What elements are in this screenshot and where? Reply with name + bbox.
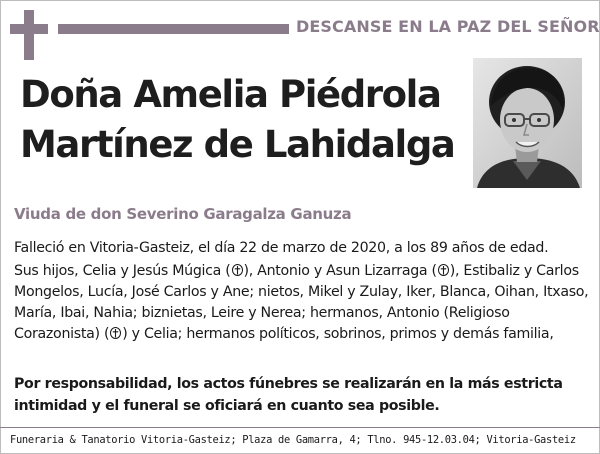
deceased-name-line1: Doña Amelia Piédrola xyxy=(20,73,441,116)
family-text-3: ), Estibaliz y Carlos Mongelos, Lucía, José Carlos y Ane; nietos, Mikel y Zulay, Iker, Blanca, Oihan, Itxaso, María, Ibai, Nahia; biznietas, Leire y Nerea; hermanos, Antonio (Religioso Corazonista) ( xyxy=(14,263,589,342)
header-rule xyxy=(58,24,289,34)
funeral-home-footer: Funeraria & Tanatorio Vitoria-Gasteiz; Plaza de Gamarra, 4; Tlno. 945-12.03.04; Vitoria-Gasteiz xyxy=(10,434,576,446)
widow-of-subtitle: Viuda de don Severino Garagalza Ganuza xyxy=(14,205,352,223)
deceased-name xyxy=(20,70,460,170)
family-text-4: ) y Celia; hermanos políticos, sobrinos, primos y demás familia, xyxy=(122,326,554,342)
cross-in-circle-icon xyxy=(438,264,449,276)
cross-in-circle-icon xyxy=(110,327,121,339)
cross-icon xyxy=(10,10,48,60)
funeral-notice: Por responsabilidad, los actos fúnebres se realizarán en la más estricta intimidad y el funeral se oficiará en cuanto sea posible. xyxy=(14,376,563,414)
footer-divider xyxy=(0,427,600,428)
family-text-1: Sus hijos, Celia y Jesús Múgica ( xyxy=(14,263,231,279)
cross-in-circle-icon xyxy=(232,264,243,276)
family-list xyxy=(14,261,594,345)
deceased-name-line2: Martínez de Lahidalga xyxy=(20,123,455,166)
death-notice: Falleció en Vitoria-Gasteiz, el día 22 de marzo de 2020, a los 89 años de edad. xyxy=(14,240,549,256)
family-text-2: ), Antonio y Asun Lizarraga ( xyxy=(243,263,437,279)
obituary-body xyxy=(14,238,594,345)
deceased-photo xyxy=(473,58,582,188)
header-title: DESCANSE EN LA PAZ DEL SEÑOR xyxy=(296,17,600,36)
